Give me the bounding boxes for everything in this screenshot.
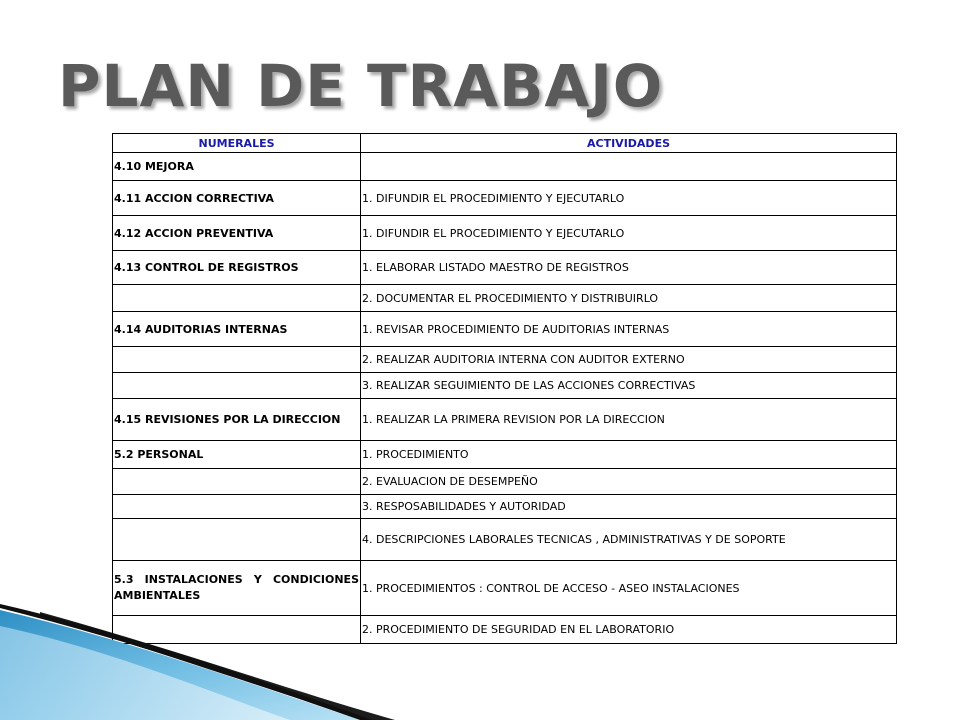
table-row — [113, 399, 897, 441]
cell-numeral — [113, 285, 361, 312]
cell-actividad: 4. DESCRIPCIONES LABORALES TECNICAS , ADMINISTRATIVAS Y DE SOPORTE — [361, 519, 897, 561]
table-row — [113, 469, 897, 495]
cell-numeral: 5.2 PERSONAL — [113, 441, 361, 469]
cell-numeral: 4.13 CONTROL DE REGISTROS — [113, 251, 361, 285]
cell-actividad: 1. PROCEDIMIENTOS : CONTROL DE ACCESO - ASEO INSTALACIONES — [361, 561, 897, 616]
cell-actividad: 1. ELABORAR LISTADO MAESTRO DE REGISTROS — [361, 251, 897, 285]
header-actividades: ACTIVIDADES — [361, 134, 897, 153]
cell-actividad: 1. DIFUNDIR EL PROCEDIMIENTO Y EJECUTARLO — [361, 216, 897, 251]
cell-numeral: 4.11 ACCION CORRECTIVA — [113, 181, 361, 216]
table-row — [113, 347, 897, 373]
cell-numeral — [113, 469, 361, 495]
table-row — [113, 495, 897, 519]
decorative-swoosh — [0, 590, 420, 720]
cell-numeral: 4.10 MEJORA — [113, 153, 361, 181]
cell-actividad: 3. RESPOSABILIDADES Y AUTORIDAD — [361, 495, 897, 519]
cell-numeral: 4.14 AUDITORIAS INTERNAS — [113, 312, 361, 347]
table-row — [113, 153, 897, 181]
table-row — [113, 441, 897, 469]
table-row — [113, 251, 897, 285]
table-header-row — [113, 134, 897, 153]
cell-actividad: 1. REALIZAR LA PRIMERA REVISION POR LA DIRECCION — [361, 399, 897, 441]
cell-numeral — [113, 519, 361, 561]
header-numerales: NUMERALES — [113, 134, 361, 153]
cell-actividad — [361, 153, 897, 181]
cell-actividad: 2. EVALUACION DE DESEMPEÑO — [361, 469, 897, 495]
table-row — [113, 285, 897, 312]
table-row — [113, 312, 897, 347]
page-title: PLAN DE TRABAJO — [58, 52, 664, 120]
cell-numeral: 4.15 REVISIONES POR LA DIRECCION — [113, 399, 361, 441]
cell-numeral — [113, 373, 361, 399]
cell-actividad: 1. REVISAR PROCEDIMIENTO DE AUDITORIAS INTERNAS — [361, 312, 897, 347]
table-row — [113, 373, 897, 399]
cell-actividad: 2. REALIZAR AUDITORIA INTERNA CON AUDITOR EXTERNO — [361, 347, 897, 373]
table-row — [113, 181, 897, 216]
cell-actividad: 1. PROCEDIMIENTO — [361, 441, 897, 469]
work-plan-table — [112, 133, 897, 644]
cell-actividad: 2. DOCUMENTAR EL PROCEDIMIENTO Y DISTRIBUIRLO — [361, 285, 897, 312]
table-row — [113, 519, 897, 561]
cell-numeral — [113, 495, 361, 519]
cell-actividad: 2. PROCEDIMIENTO DE SEGURIDAD EN EL LABORATORIO — [361, 616, 897, 644]
cell-actividad: 3. REALIZAR SEGUIMIENTO DE LAS ACCIONES CORRECTIVAS — [361, 373, 897, 399]
cell-numeral: 5.3 INSTALACIONES Y CONDICIONES AMBIENTALES — [113, 561, 361, 616]
cell-numeral: 4.12 ACCION PREVENTIVA — [113, 216, 361, 251]
cell-numeral — [113, 347, 361, 373]
cell-actividad: 1. DIFUNDIR EL PROCEDIMIENTO Y EJECUTARLO — [361, 181, 897, 216]
table-row — [113, 216, 897, 251]
